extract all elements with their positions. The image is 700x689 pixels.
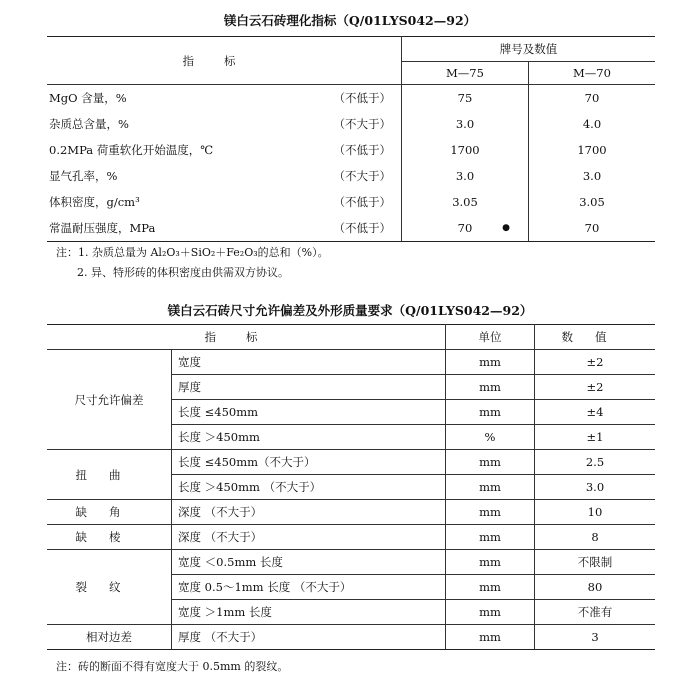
row-unit: mm xyxy=(446,625,535,650)
row-value-m75: 1700 xyxy=(402,137,529,163)
group-twist: 扭曲 xyxy=(47,450,172,500)
grade-m70-header: M—70 xyxy=(529,62,656,85)
row-value: 10 xyxy=(535,500,656,525)
row-item: 长度 ≤450mm xyxy=(172,400,446,425)
row-unit: mm xyxy=(446,550,535,575)
group-crack: 裂纹 xyxy=(47,550,172,625)
row-value: 3.0 xyxy=(535,475,656,500)
table2-header-value: 数值 xyxy=(535,325,656,350)
row-value: ±4 xyxy=(535,400,656,425)
row-item: 长度 ＞450mm xyxy=(172,425,446,450)
row-value-m70: 70 xyxy=(584,91,600,105)
row-value: ±1 xyxy=(535,425,656,450)
row-value: ±2 xyxy=(535,350,656,375)
row-item: 宽度 ＞1mm 长度 xyxy=(172,600,446,625)
grade-m75-header: M—75 xyxy=(402,62,529,85)
group-corner-defect: 缺角 xyxy=(47,500,172,525)
table-row xyxy=(47,137,655,163)
table1-header-group: 牌号及数值 xyxy=(402,37,656,62)
row-condition: （不低于） xyxy=(317,85,402,112)
row-condition: （不大于） xyxy=(317,111,402,137)
row-item: 深度 （不大于） xyxy=(172,500,446,525)
row-value-m75: 70 xyxy=(457,221,473,235)
row-name: 体积密度，g/cm³ xyxy=(49,195,140,209)
table-row xyxy=(47,550,655,575)
row-name: MgO 含量，% xyxy=(49,91,127,105)
table-row xyxy=(47,350,655,375)
row-name: 杂质总含量，% xyxy=(49,117,129,131)
table2-footnote: 注：砖的断面不得有宽度大于 0.5mm 的裂纹。 xyxy=(56,660,289,673)
row-condition: （不大于） xyxy=(317,163,402,189)
row-unit: mm xyxy=(446,500,535,525)
table-row xyxy=(47,215,655,242)
row-value: 3 xyxy=(535,625,656,650)
row-value-m70: 70 xyxy=(529,215,656,242)
row-unit: mm xyxy=(446,450,535,475)
row-unit: % xyxy=(446,425,535,450)
row-value: ±2 xyxy=(535,375,656,400)
physicochemical-table xyxy=(47,36,655,242)
row-value-m75: 3.0 xyxy=(402,163,529,189)
table-row xyxy=(47,450,655,475)
row-item: 厚度 xyxy=(172,375,446,400)
row-unit: mm xyxy=(446,475,535,500)
row-item: 宽度 0.5～1mm 长度 （不大于） xyxy=(172,575,446,600)
row-value-m75: 3.0 xyxy=(402,111,529,137)
row-value-m70: 3.0 xyxy=(582,169,602,183)
row-value: 2.5 xyxy=(535,450,656,475)
row-value-m70: 4.0 xyxy=(582,117,602,131)
group-opposite-edge-diff: 相对边差 xyxy=(47,625,172,650)
row-value-m75: 3.05 xyxy=(402,189,529,215)
row-unit: mm xyxy=(446,600,535,625)
table1-notes xyxy=(56,243,329,283)
row-value: 80 xyxy=(535,575,656,600)
row-condition: （不低于） xyxy=(317,137,402,163)
row-condition: （不低于） xyxy=(317,189,402,215)
row-name: 常温耐压强度，MPa xyxy=(47,215,317,242)
note-1: 注：1. 杂质总量为 Al₂O₃＋SiO₂＋Fe₂O₃的总和（%）。 xyxy=(56,246,329,259)
row-item: 长度 ＞450mm （不大于） xyxy=(172,475,446,500)
row-name: 显气孔率，% xyxy=(49,169,118,183)
table-row xyxy=(47,500,655,525)
row-unit: mm xyxy=(446,350,535,375)
table-row xyxy=(47,111,655,137)
row-item: 宽度 ＜0.5mm 长度 xyxy=(172,550,446,575)
row-name: 0.2MPa 荷重软化开始温度，℃ xyxy=(49,143,214,157)
row-value: 8 xyxy=(535,525,656,550)
row-value: 不限制 xyxy=(535,550,656,575)
table-row xyxy=(47,163,655,189)
row-unit: mm xyxy=(446,375,535,400)
row-value-m70: 3.05 xyxy=(579,195,605,209)
row-item: 深度 （不大于） xyxy=(172,525,446,550)
group-edge-defect: 缺棱 xyxy=(47,525,172,550)
table1-title: 镁白云石砖理化指标（Q/01LYS042—92） xyxy=(223,13,477,28)
table-row xyxy=(47,525,655,550)
note-2: 2. 异、特形砖的体积密度由供需双方协议。 xyxy=(77,266,289,279)
group-size-tolerance: 尺寸允许偏差 xyxy=(47,350,172,450)
row-item: 厚度 （不大于） xyxy=(172,625,446,650)
row-item: 长度 ≤450mm（不大于） xyxy=(172,450,446,475)
dimension-tolerance-table xyxy=(47,324,655,650)
row-unit: mm xyxy=(446,575,535,600)
table-row xyxy=(47,625,655,650)
row-item: 宽度 xyxy=(172,350,446,375)
row-unit: mm xyxy=(446,400,535,425)
table-row xyxy=(47,85,655,112)
table-row xyxy=(47,189,655,215)
row-value: 不准有 xyxy=(535,600,656,625)
table2-header-unit: 单位 xyxy=(446,325,535,350)
row-unit: mm xyxy=(446,525,535,550)
stray-dot: ● xyxy=(502,223,510,233)
table2-title: 镁白云石砖尺寸允许偏差及外形质量要求（Q/01LYS042—92） xyxy=(167,303,533,318)
row-value-m75: 75 xyxy=(402,85,529,112)
table2-header-label: 指标 xyxy=(47,325,446,350)
row-condition: （不低于） xyxy=(317,215,402,242)
table1-header-label: 指标 xyxy=(47,37,402,85)
row-value-m70: 1700 xyxy=(577,143,607,157)
